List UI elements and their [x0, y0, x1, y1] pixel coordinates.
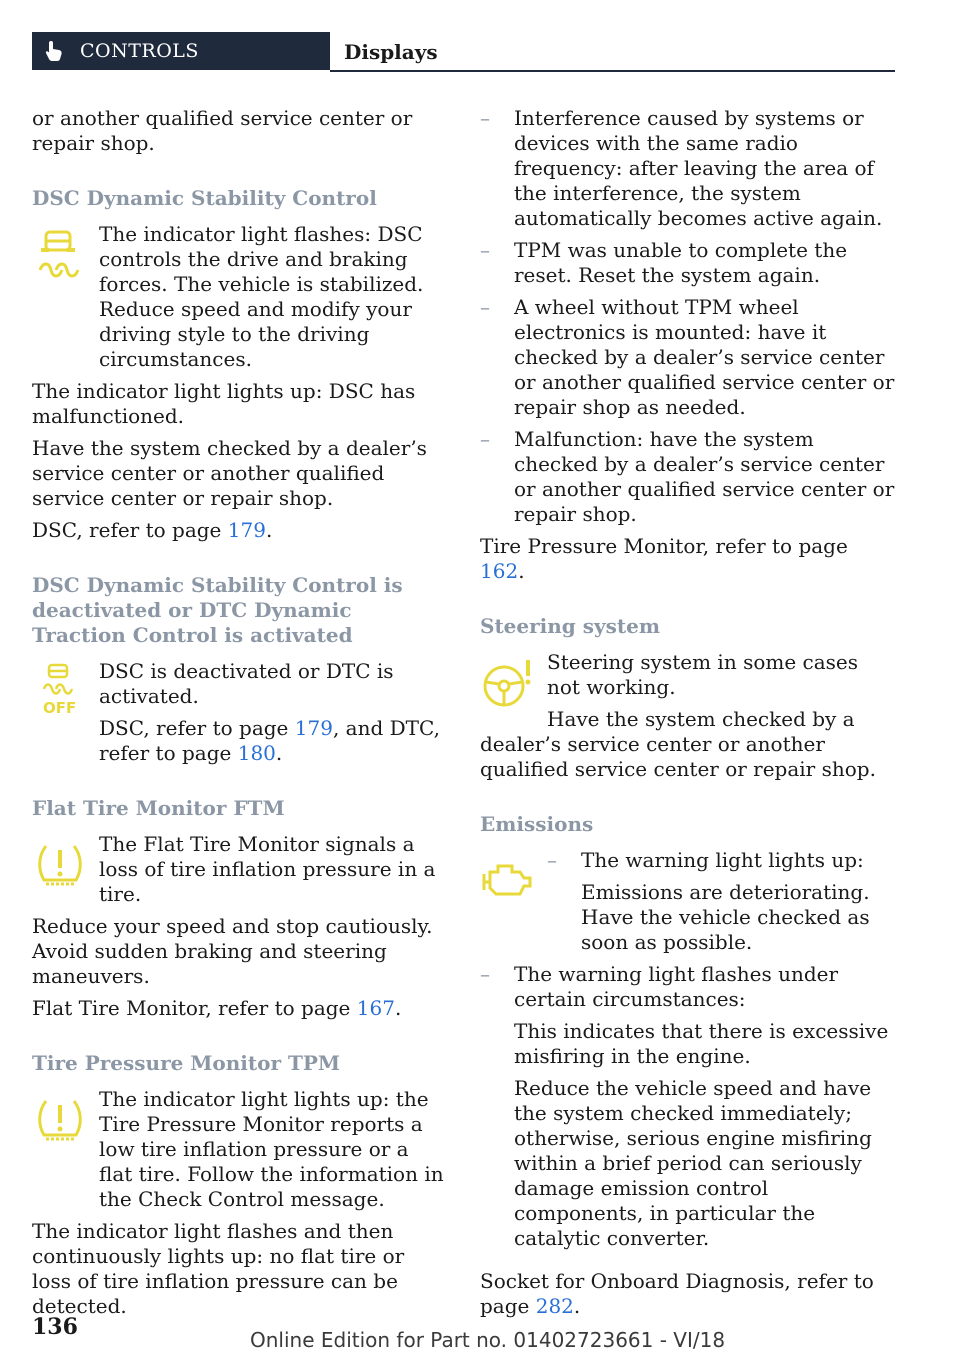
dsc-off-section	[32, 659, 446, 766]
list-item	[480, 962, 896, 1012]
list-item-text: The warning light lights up:	[581, 848, 864, 872]
header-rule	[330, 70, 895, 72]
list-item-text: A wheel without TPM wheel electronics is mounted: have it checked by a dealer’s service center or another qualified service center or repair shop as needed.	[514, 295, 895, 419]
list-item-text: Malfunction: have the system checked by a dealer’s service center or another qualified service center or repair shop.	[514, 427, 895, 526]
tpm-text-1: The indicator light lights up: the Tire Pressure Monitor reports a low tire inflation pressure or a flat tire. Follow the information in the Check Control message.	[99, 1087, 444, 1211]
intro-text: or another qualified service center or repair shop.	[32, 106, 413, 155]
tpm-section	[32, 1087, 446, 1212]
check-engine-icon	[480, 852, 536, 908]
tpm-heading: Tire Pressure Monitor TPM	[32, 1051, 341, 1075]
dsc-off-text-1: DSC is deactivated or DTC is activated.	[99, 659, 394, 708]
dsc-off-reference	[32, 716, 446, 766]
edition-footer: Online Edition for Part no. 01402723661 - VI/18	[250, 1328, 726, 1352]
dsc-text-1: The indicator light flashes: DSC controls the drive and braking forces. The vehicle is stabilized. Reduce speed and modify your driving style to the driving circumstances.	[99, 222, 424, 371]
ref-text: Tire Pressure Monitor, refer to page	[480, 534, 848, 558]
list-item	[480, 106, 896, 231]
page-header	[32, 32, 895, 72]
ref-end: .	[275, 741, 283, 765]
dsc-reference	[32, 518, 446, 543]
dsc-section	[32, 222, 446, 372]
list-item-detail: This indicates that there is excessive misfiring in the engine.	[514, 1019, 889, 1068]
ftm-text-2: Reduce your speed and stop cautiously. Avoid sudden braking and steering maneuvers.	[32, 914, 433, 988]
ftm-reference	[32, 996, 446, 1021]
list-item	[547, 848, 896, 873]
emissions-list	[480, 848, 896, 955]
page-title: Displays	[344, 40, 438, 64]
dsc-text-2: The indicator light lights up: DSC has malfunctioned.	[32, 379, 416, 428]
ref-text: DSC, refer to page	[32, 518, 228, 542]
list-item-detail: Emissions are deteriorating. Have the vehicle checked as soon as possible.	[581, 880, 870, 954]
dsc-off-heading: DSC Dynamic Stability Control is deactivated or DTC Dynamic Traction Control is activated	[32, 573, 403, 647]
emissions-heading: Emissions	[480, 812, 594, 836]
page-link[interactable]: 282	[535, 1294, 574, 1318]
ftm-section	[32, 832, 446, 907]
section-tab	[32, 32, 330, 70]
page-link[interactable]: 179	[227, 518, 266, 542]
page-link[interactable]: 179	[294, 716, 333, 740]
right-column	[480, 106, 896, 1326]
steering-warning-icon	[480, 654, 536, 710]
steering-heading: Steering system	[480, 614, 661, 638]
steering-text-2: Have the system checked by a dealer’s service center or another qualified service center or repair shop.	[480, 707, 876, 781]
dash-bullet: –	[547, 848, 557, 872]
ftm-text-1: The Flat Tire Monitor signals a loss of tire inflation pressure in a tire.	[99, 832, 436, 906]
svg-text:OFF: OFF	[43, 699, 77, 717]
dash-bullet: –	[480, 106, 490, 130]
list-item	[480, 295, 896, 420]
dash-bullet: –	[480, 427, 490, 451]
ref-end: .	[265, 518, 273, 542]
steering-section	[480, 650, 896, 700]
emissions-section	[480, 848, 896, 955]
dsc-text-3: Have the system checked by a dealer’s service center or another qualified service center or repair shop.	[32, 436, 427, 510]
list-item-text: TPM was unable to complete the reset. Reset the system again.	[514, 238, 848, 287]
page-link[interactable]: 180	[237, 741, 276, 765]
list-item-text: Interference caused by systems or devices with the same radio frequency: after leaving the area of the interference, the system automatically becomes active again.	[514, 106, 883, 230]
ref-end: .	[394, 996, 402, 1020]
ref-end: .	[518, 559, 525, 583]
ref-end: .	[573, 1294, 581, 1318]
steering-text-1: Steering system in some cases not working.	[547, 650, 859, 699]
section-label: CONTROLS	[80, 40, 199, 62]
ref-text: Flat Tire Monitor, refer to page	[32, 996, 357, 1020]
tpm-reference	[480, 534, 896, 584]
page-number: 136	[32, 1314, 78, 1340]
page-link[interactable]: 162	[480, 559, 519, 583]
obd-reference	[480, 1269, 896, 1319]
tire-pressure-warning-icon	[32, 1091, 88, 1147]
list-item-text: The warning light flashes under certain circumstances:	[514, 962, 839, 1011]
page-link[interactable]: 167	[356, 996, 395, 1020]
left-column	[32, 106, 446, 1326]
ftm-heading: Flat Tire Monitor FTM	[32, 796, 285, 820]
hand-pointer-icon	[44, 40, 64, 62]
dsc-heading: DSC Dynamic Stability Control	[32, 186, 377, 210]
ref-text: , and DTC, refer to page	[99, 716, 440, 765]
list-item	[480, 427, 896, 527]
tpm-text-2: The indicator light flashes and then continuously lights up: no flat tire or loss of tire inflation pressure can be detected.	[32, 1219, 405, 1318]
ref-text: DSC, refer to page	[99, 716, 295, 740]
dash-bullet: –	[480, 295, 490, 319]
dash-bullet: –	[480, 962, 490, 986]
list-item-detail: Reduce the vehicle speed and have the system checked immediately; otherwise, serious engine misfiring within a brief period can seriously damage emission control components, in particular the catalytic converter.	[514, 1076, 872, 1250]
list-item	[480, 238, 896, 288]
dash-bullet: –	[480, 238, 490, 262]
tire-pressure-warning-icon	[32, 836, 88, 892]
ref-text: Socket for Onboard Diagnosis, refer to page	[480, 1269, 874, 1318]
dsc-off-indicator-icon	[32, 663, 88, 719]
dsc-indicator-icon	[32, 226, 88, 282]
